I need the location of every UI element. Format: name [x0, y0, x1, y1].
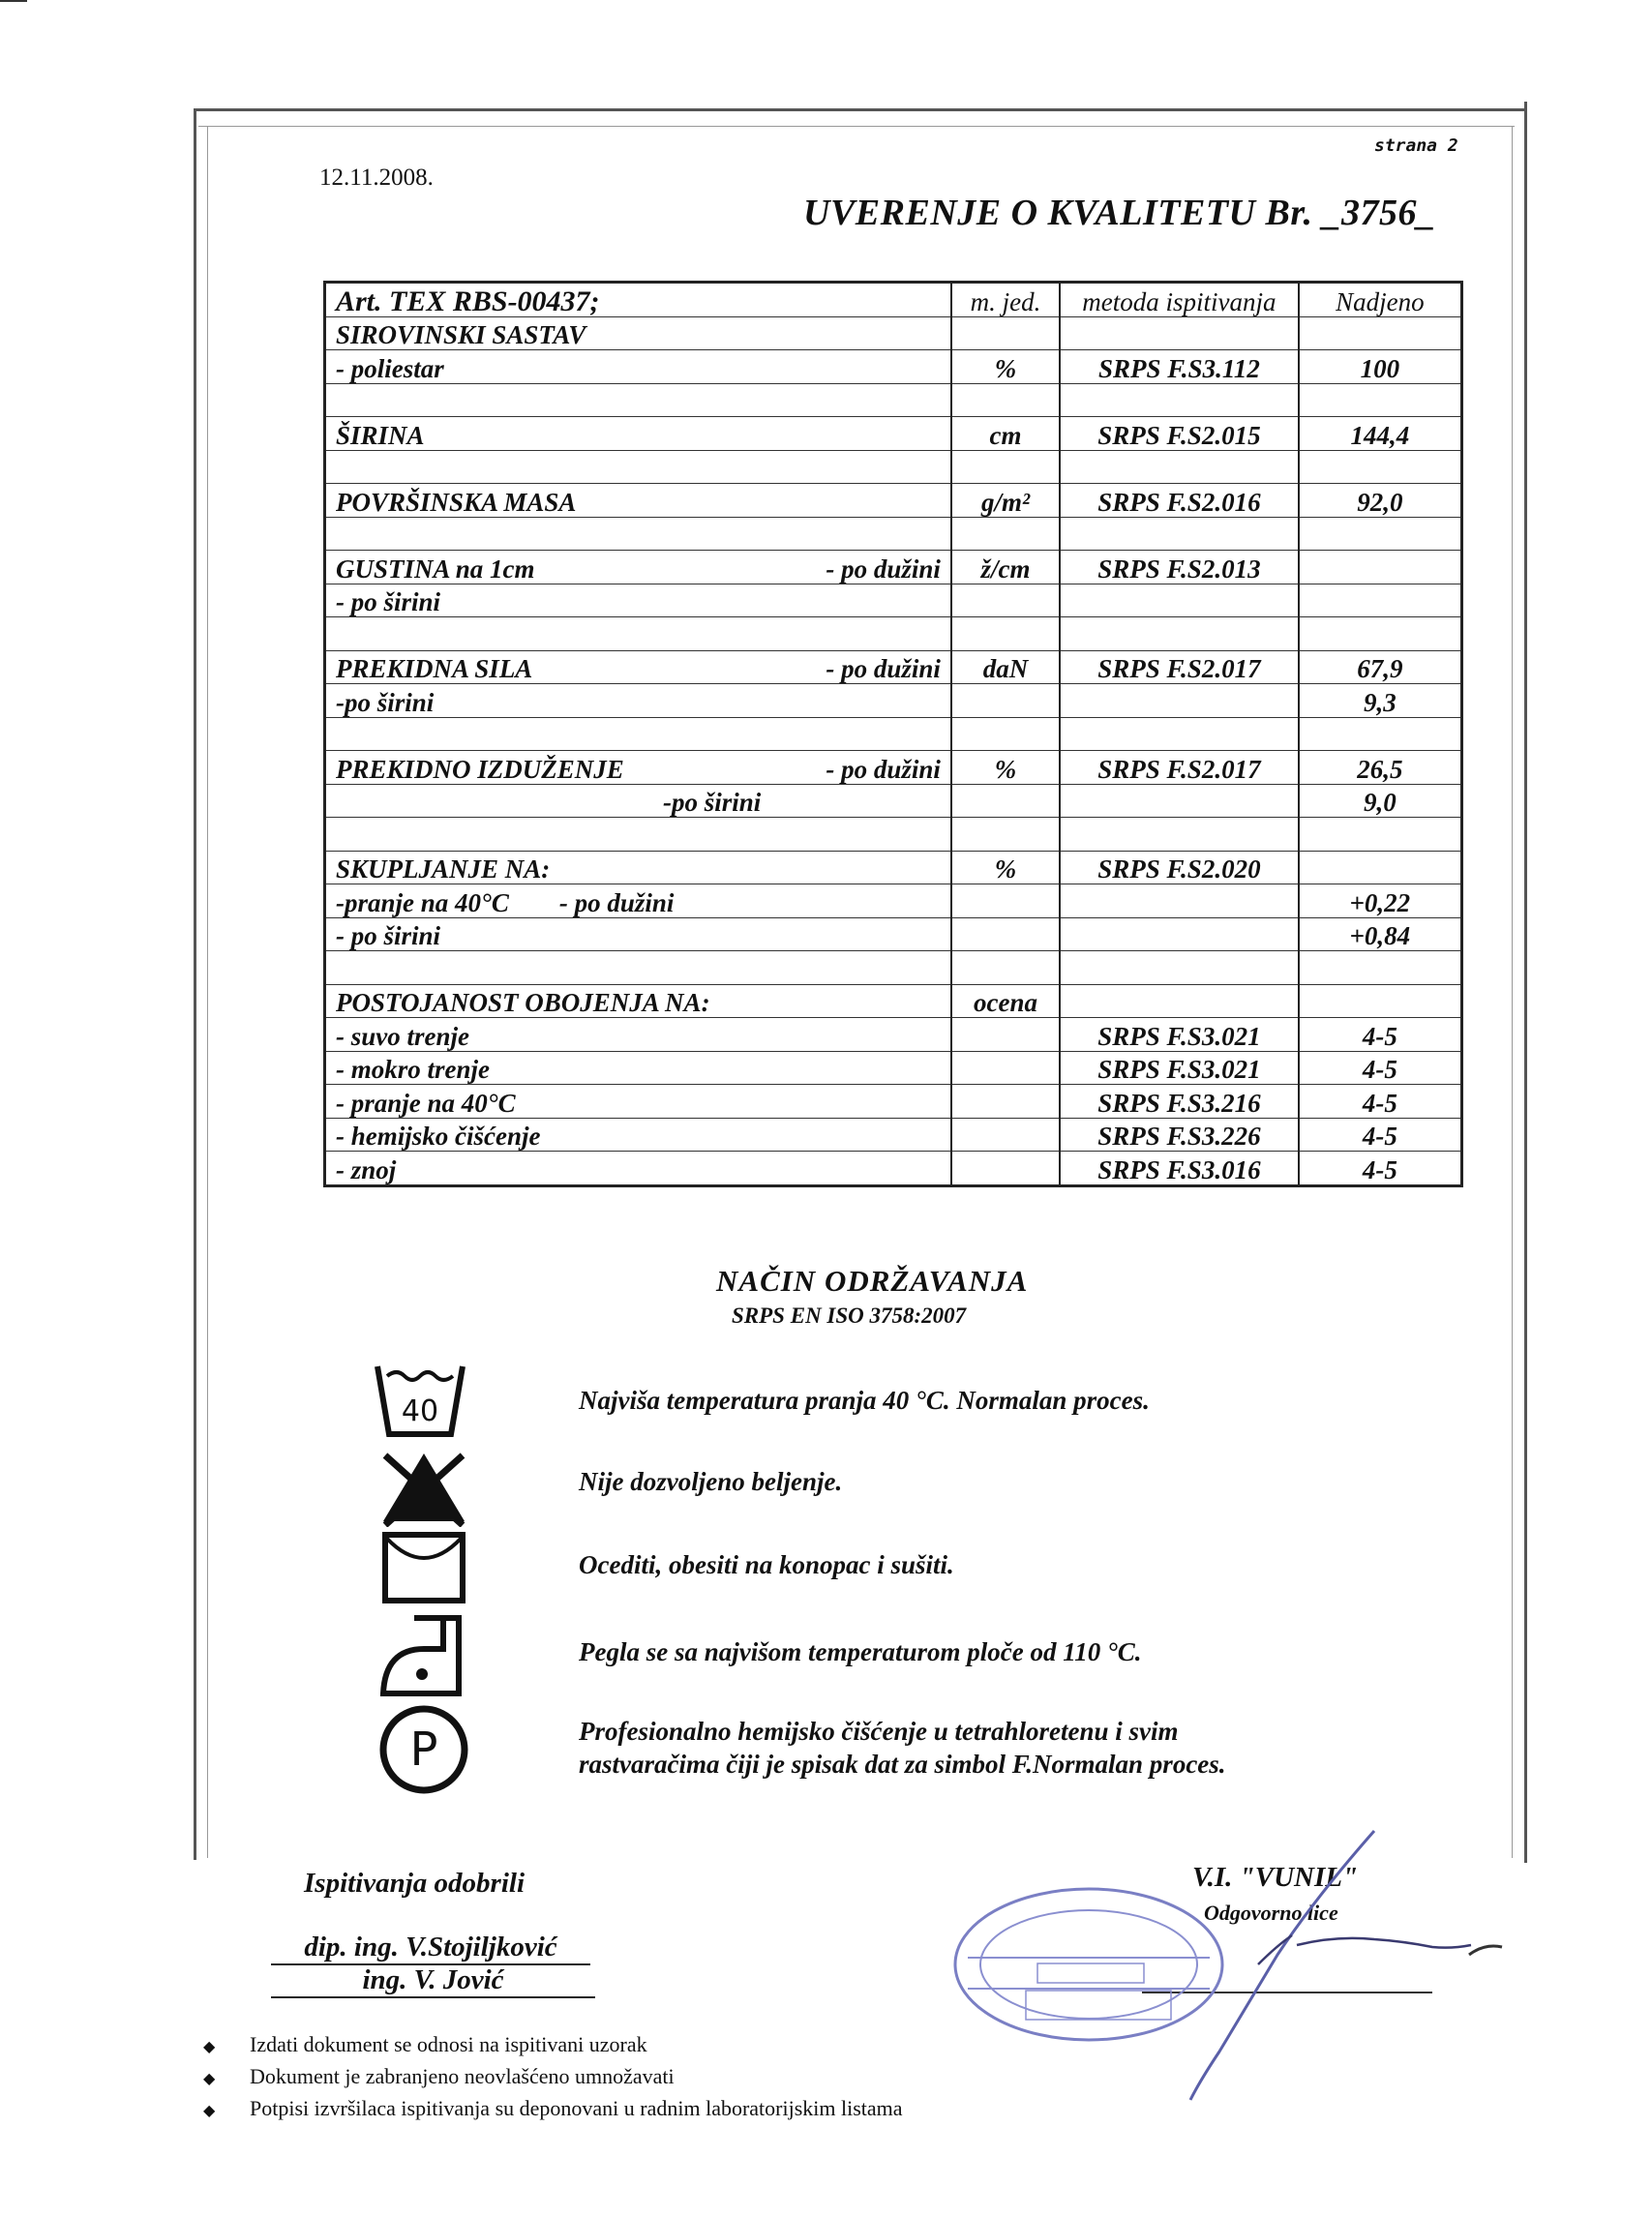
table-cell: g/m² [951, 484, 1060, 518]
row-label: PREKIDNO IZDUŽENJE [336, 754, 624, 784]
table-cell: 4-5 [1299, 1018, 1462, 1052]
table-cell: SRPS F.S3.112 [1060, 350, 1299, 384]
table-row [325, 650, 1462, 684]
table-cell: 4-5 [1299, 1051, 1462, 1085]
table-cell: POSTOJANOST OBOJENJA NA: [325, 984, 951, 1018]
document-date: 12.11.2008. [319, 165, 434, 191]
wash-temp-label: 40 [401, 1394, 439, 1428]
frame-line [194, 108, 1527, 111]
care-title: NAČIN ODRŽAVANJA [716, 1264, 1029, 1298]
responsible-person-label: Odgovorno lice [1204, 1901, 1338, 1925]
table-row [325, 1118, 1462, 1152]
table-cell: 67,9 [1299, 650, 1462, 684]
table-cell [1060, 316, 1299, 350]
table-cell: SRPS F.S3.021 [1060, 1018, 1299, 1052]
table-row [325, 484, 1462, 518]
table-cell [325, 884, 951, 918]
row-sublabel: - po dužini [826, 654, 941, 683]
table-cell: SRPS F.S3.016 [1060, 1152, 1299, 1186]
table-header-row [325, 283, 1462, 317]
table-cell: SRPS F.S2.020 [1060, 851, 1299, 884]
table-cell: % [951, 851, 1060, 884]
table-row [325, 551, 1462, 584]
row-sublabel: - po dužini [826, 754, 941, 784]
table-cell: ž/cm [951, 551, 1060, 584]
table-cell: 144,4 [1299, 417, 1462, 451]
table-cell: -po širini [325, 784, 951, 818]
care-standard: SRPS EN ISO 3758:2007 [732, 1303, 967, 1328]
header-unit: m. jed. [951, 283, 1060, 317]
table-row-empty [325, 951, 1462, 985]
table-row [325, 917, 1462, 951]
table-cell: POVRŠINSKA MASA [325, 484, 951, 518]
table-cell: - po širini [325, 584, 951, 617]
row-sublabel: - po dužini [558, 887, 675, 917]
line-dry-icon [381, 1531, 466, 1604]
row-label: -pranje na 40°C [336, 887, 509, 917]
table-cell: - znoj [325, 1152, 951, 1186]
table-cell: SRPS F.S2.015 [1060, 417, 1299, 451]
table-row [325, 1018, 1462, 1052]
table-cell: 100 [1299, 350, 1462, 384]
table-row-empty [325, 617, 1462, 651]
frame-line [207, 126, 208, 1858]
care-dryclean-text-1: Profesionalno hemijsko čišćenje u tetrahloretenu i svim [579, 1717, 1179, 1746]
approved-by-label: Ispitivanja odobrili [304, 1868, 526, 1899]
table-cell: +0,22 [1299, 884, 1462, 918]
table-row [325, 751, 1462, 785]
page-number: strana 2 [1374, 135, 1458, 156]
table-row [325, 784, 1462, 818]
table-cell: cm [951, 417, 1060, 451]
table-cell: - pranje na 40°C [325, 1085, 951, 1119]
frame-line [1512, 126, 1513, 1858]
list-item: ◆ Izdati dokument se odnosi na ispitivani uzorak [203, 2028, 903, 2060]
table-cell: +0,84 [1299, 917, 1462, 951]
table-cell: - poliestar [325, 350, 951, 384]
table-row [325, 684, 1462, 718]
care-bleach-text: Nije dozvoljeno beljenje. [579, 1467, 843, 1496]
header-method: metoda ispitivanja [1060, 283, 1299, 317]
table-cell: SKUPLJANJE NA: [325, 851, 951, 884]
table-cell: % [951, 350, 1060, 384]
diamond-bullet-icon: ◆ [203, 2039, 216, 2055]
table-row [325, 1085, 1462, 1119]
table-cell: 92,0 [1299, 484, 1462, 518]
table-cell: ocena [951, 984, 1060, 1018]
table-cell: SIROVINSKI SASTAV [325, 316, 951, 350]
table-row [325, 1152, 1462, 1186]
table-cell [325, 551, 951, 584]
header-article: Art. TEX RBS-00437; [325, 283, 951, 317]
header-found: Nadjeno [1299, 283, 1462, 317]
signer-1: dip. ing. V.Stojiljković [271, 1932, 590, 1965]
table-cell [325, 650, 951, 684]
table-cell: SRPS F.S3.021 [1060, 1051, 1299, 1085]
signature-stroke [1467, 1939, 1506, 1959]
table-cell: SRPS F.S3.216 [1060, 1085, 1299, 1119]
table-row [325, 417, 1462, 451]
scan-mark [0, 0, 27, 2]
table-cell: SRPS F.S2.016 [1060, 484, 1299, 518]
care-dryclean-text-2: rastvaračima čiji je spisak dat za simbol F.Normalan proces. [579, 1750, 1226, 1779]
care-iron-text: Pegla se sa najvišom temperaturom ploče od 110 °C. [579, 1637, 1142, 1666]
diamond-bullet-icon: ◆ [203, 2103, 216, 2119]
quality-table [323, 281, 1463, 1187]
table-cell: SRPS F.S2.013 [1060, 551, 1299, 584]
table-cell: ŠIRINA [325, 417, 951, 451]
table-row-empty [325, 717, 1462, 751]
dryclean-symbol-label: P [409, 1723, 438, 1777]
wash-40-icon [372, 1363, 468, 1440]
table-cell: 4-5 [1299, 1118, 1462, 1152]
row-sublabel: - po dužini [826, 554, 941, 584]
table-cell [951, 316, 1060, 350]
table-row [325, 884, 1462, 918]
dry-clean-p-icon [377, 1703, 470, 1796]
table-cell [325, 751, 951, 785]
no-bleach-icon [377, 1446, 470, 1527]
table-cell: 9,0 [1299, 784, 1462, 818]
table-cell: - suvo trenje [325, 1018, 951, 1052]
table-cell [1299, 316, 1462, 350]
table-cell: -po širini [325, 684, 951, 718]
table-cell [1299, 551, 1462, 584]
table-row-empty [325, 517, 1462, 551]
care-wash-text: Najviša temperatura pranja 40 °C. Normalan proces. [579, 1386, 1150, 1415]
notes-list [203, 2028, 903, 2124]
table-cell: daN [951, 650, 1060, 684]
table-row-empty [325, 383, 1462, 417]
row-label: PREKIDNA SILA [336, 654, 533, 683]
list-item: ◆ Potpisi izvršilaca ispitivanja su deponovani u radnim laboratorijskim listama [203, 2092, 903, 2124]
table-row-empty [325, 450, 1462, 484]
table-cell: 4-5 [1299, 1152, 1462, 1186]
table-row [325, 350, 1462, 384]
handwritten-signature [1084, 1819, 1490, 2110]
table-row-empty [325, 818, 1462, 852]
row-label: GUSTINA na 1cm [336, 554, 535, 584]
list-item: ◆ Dokument je zabranjeno neovlašćeno umnožavati [203, 2060, 903, 2092]
signer-2: ing. V. Jović [271, 1964, 595, 1998]
care-dry-text: Ocediti, obesiti na konopac i sušiti. [579, 1550, 954, 1579]
table-cell: - hemijsko čišćenje [325, 1118, 951, 1152]
table-row [325, 1051, 1462, 1085]
frame-line [1524, 102, 1527, 1863]
diamond-bullet-icon: ◆ [203, 2071, 216, 2087]
table-cell: - mokro trenje [325, 1051, 951, 1085]
table-cell: % [951, 751, 1060, 785]
table-cell: 26,5 [1299, 751, 1462, 785]
table-row [325, 316, 1462, 350]
table-cell: 4-5 [1299, 1085, 1462, 1119]
table-cell: 9,3 [1299, 684, 1462, 718]
frame-line [194, 108, 196, 1860]
table-cell: SRPS F.S3.226 [1060, 1118, 1299, 1152]
iron-one-dot-icon [375, 1610, 472, 1699]
frame-line [198, 126, 1515, 127]
table-cell: SRPS F.S2.017 [1060, 650, 1299, 684]
table-cell: - po širini [325, 917, 951, 951]
organization-name: V.I. "VUNIL" [1192, 1862, 1359, 1893]
table-cell: SRPS F.S2.017 [1060, 751, 1299, 785]
table-row [325, 584, 1462, 617]
table-row [325, 984, 1462, 1018]
table-row [325, 851, 1462, 884]
document-title: UVERENJE O KVALITETU Br. _3756_ [803, 193, 1436, 233]
